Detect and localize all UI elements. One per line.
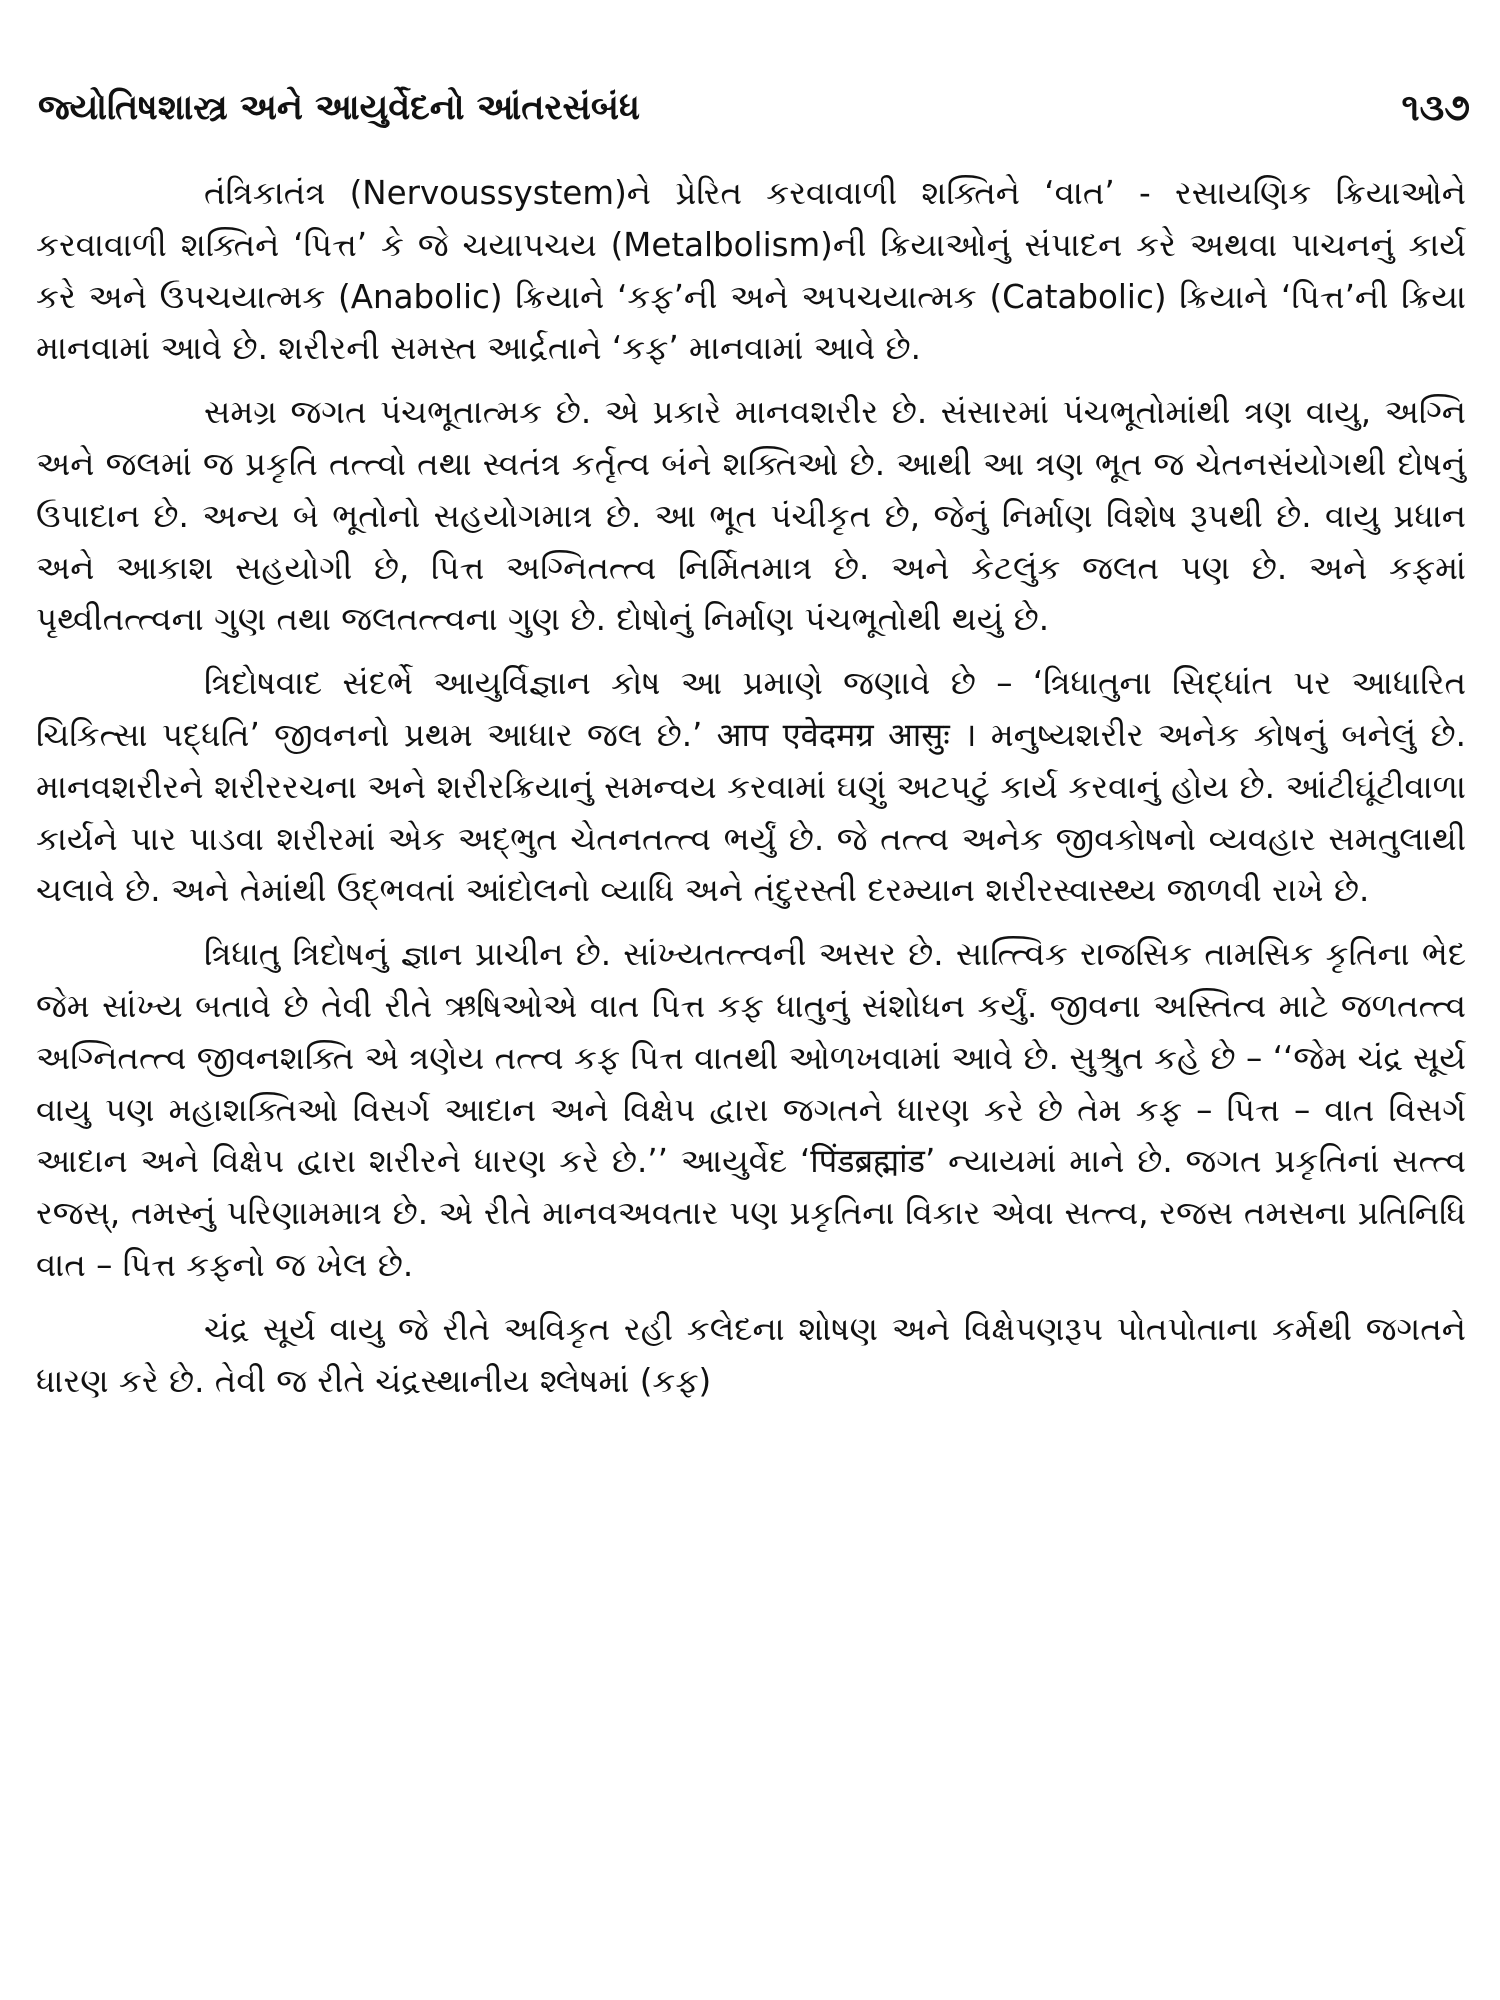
paragraph-2: સમગ્ર જગત પંચભૂતાત્મક છે. એ પ્રકારે માનવશરીર છે. સંસારમાં પંચભૂતોમાંથી ત્રણ વાયુ, અગ્નિ અને જલમાં જ પ્રકૃતિ તત્ત્વો તથા સ્વતંત્ર કર્તૃત્વ બંને શક્તિઓ છે. આથી આ ત્રણ ભૂત જ ચેતનસંયોગથી દોષનું ઉપાદાન છે. અન્ય બે ભૂતોનો સહયોગમાત્ર છે. આ ભૂત પંચીકૃત છે, જેનું નિર્માણ વિશેષ રૂપથી છે. વાયુ પ્રધાન અને આકાશ સહયોગી છે, પિત્ત અગ્નિતત્ત્વ નિર્મિતમાત્ર છે. અને કેટલુંક જલત પણ છે. અને કફમાં પૃથ્વીતત્ત્વના ગુણ તથા જલતત્ત્વના ગુણ છે. દોષોનું નિર્માણ પંચભૂતોથી થયું છે.: [36, 393, 1466, 639]
paragraph-1: તંત્રિકાતંત્ર (Nervoussystem)ને પ્રેરિત કરવાવાળી શક્તિને ‘વાત’ - રસાયણિક ક્રિયાઓને કરવાવાળી શક્તિને ‘પિત્ત’ કે જે ચયાપચય (Metalbolism)ની ક્રિયાઓનું સંપાદન કરે અથવા પાચનનું કાર્ય કરે અને ઉપચયાત્મક (Anabolic) ક્રિયાને ‘કફ’ની અને અપચયાત્મક (Catabolic) ક્રિયાને ‘પિત્ત’ની ક્રિયા માનવામાં આવે છે. શરીરની સમસ્ત આર્દ્રતાને ‘કફ’ માનવામાં આવે છે.: [36, 174, 1466, 368]
paragraph-3: ત્રિદોષવાદ સંદર્ભે આયુર્વિજ્ઞાન કોષ આ પ્રમાણે જણાવે છે – ‘ત્રિધાતુના સિદ્ધાંત પર આધારિત ચિકિત્સા પદ્ધતિ’ જીવનનો પ્રથમ આધાર જલ છે.’ आप एवेदमग्र आसुः । મનુષ્યશરીર અનેક કોષનું બનેલું છે. માનવશરીરને શરીરરચના અને શરીરક્રિયાનું સમન્વય કરવામાં ઘણું અટપટું કાર્ય કરવાનું હોય છે. આંટીઘૂંટીવાળા કાર્યને પાર પાડવા શરીરમાં એક અદ્ભુત ચેતનતત્ત્વ ભર્યું છે. જે તત્ત્વ અનેક જીવકોષનો વ્યવહાર સમતુલાથી ચલાવે છે. અને તેમાંથી ઉદ્ભવતાં આંદોલનો વ્યાધિ અને તંદુરસ્તી દરમ્યાન શરીરસ્વાસ્થ્ય જાળવી રાખે છે.: [36, 664, 1466, 910]
page-number: ૧૩૭: [1401, 86, 1470, 129]
running-header: [38, 78, 1470, 138]
chapter-title: જ્યોતિષશાસ્ત્ર અને આયુર્વેદનો આંતરસંબંધ: [38, 88, 640, 128]
body-text: [36, 168, 1466, 1407]
paragraph-5: ચંદ્ર સૂર્ય વાયુ જે રીતે અવિકૃત રહી કલેદના શોષણ અને વિક્ષેપણરૂપ પોતપોતાના કર્મથી જગતને ધારણ કરે છે. તેવી જ રીતે ચંદ્રસ્થાનીય શ્લેષમાં (કફ): [36, 1309, 1466, 1400]
paragraph-4: ત્રિધાતુ ત્રિદોષનું જ્ઞાન પ્રાચીન છે. સાંખ્યતત્ત્વની અસર છે. સાત્ત્વિક રાજસિક તામસિક કૃતિના ભેદ જેમ સાંખ્ય બતાવે છે તેવી રીતે ઋષિઓએ વાત પિત્ત કફ ધાતુનું સંશોધન કર્યું. જીવના અસ્તિત્વ માટે જળતત્ત્વ અગ્નિતત્ત્વ જીવનશક્તિ એ ત્રણેય તત્ત્વ કફ પિત્ત વાતથી ઓળખવામાં આવે છે. સુશ્રુત કહે છે – ‘‘જેમ ચંદ્ર સૂર્ય વાયુ પણ મહાશક્તિઓ વિસર્ગ આદાન અને વિક્ષેપ દ્વારા જગતને ધારણ કરે છે તેમ કફ – પિત્ત – વાત વિસર્ગ આદાન અને વિક્ષેપ દ્વારા શરીરને ધારણ કરે છે.’’ આયુર્વેદ ‘पिंडब्रह्मांड’ ન્યાયમાં માને છે. જગત પ્રકૃતિનાં સત્ત્વ રજસ્, તમસ્નું પરિણામમાત્ર છે. એ રીતે માનવઅવતાર પણ પ્રકૃતિના વિકાર એવા સત્ત્વ, રજસ તમસના પ્રતિનિધિ વાત – પિત્ત કફનો જ ખેલ છે.: [36, 935, 1466, 1284]
